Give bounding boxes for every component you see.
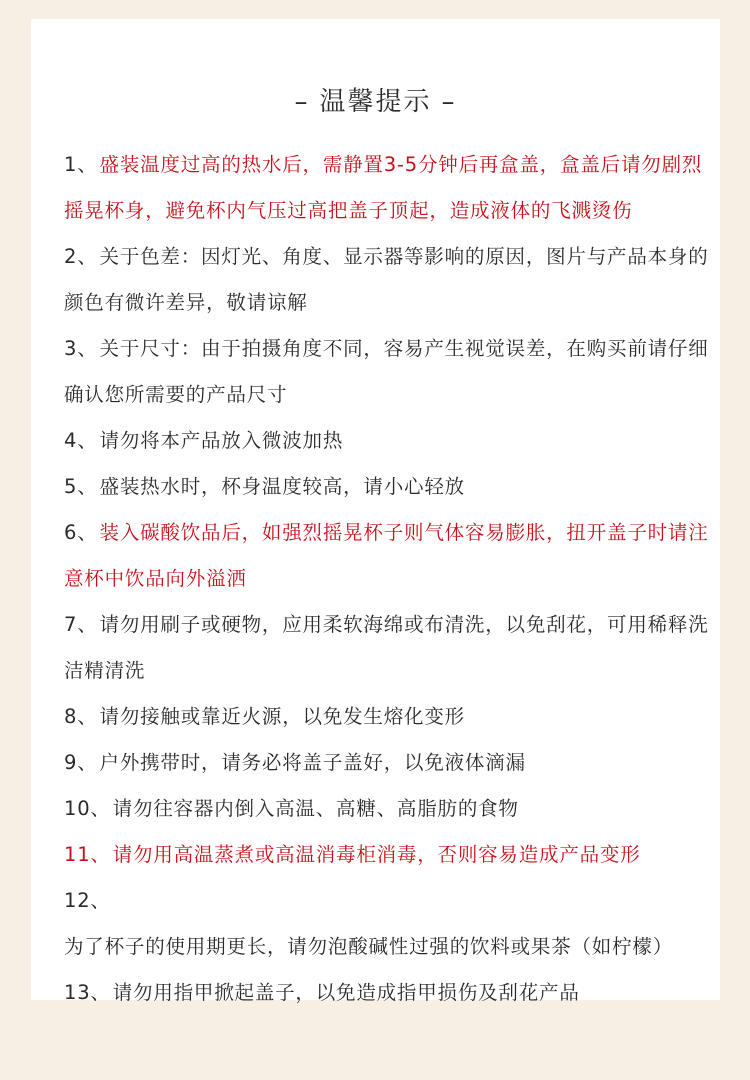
item-text: 请勿接触或靠近火源，以免发生熔化变形 [99, 705, 465, 728]
list-item [64, 418, 720, 464]
title-text: 温馨提示 [319, 87, 432, 117]
item-text: 请勿往容器内倒入高温、高糖、高脂肪的食物 [112, 797, 519, 820]
list-item [64, 970, 720, 1016]
item-text: 请勿用高温蒸煮或高温消毒柜消毒，否则容易造成产品变形 [112, 843, 641, 866]
item-text: 盛装温度过高的热水后，需静置3-5分钟后再盒盖，盒盖后请勿剧烈摇晃杯身，避免杯内气压过高把盖子顶起，造成液体的飞溅烫伤 [64, 153, 703, 222]
item-number: 13、 [64, 981, 111, 1004]
title-dash-right: – [441, 87, 457, 117]
item-text: 关于尺寸：由于拍摄角度不同，容易产生视觉误差，在购买前请仔细确认您所需要的产品尺寸 [64, 337, 709, 406]
notice-card [31, 19, 720, 1004]
item-number: 5、 [64, 475, 98, 498]
item-number: 12、 [64, 889, 111, 912]
item-number: 8、 [64, 705, 98, 728]
list-item [64, 786, 720, 832]
item-number: 10、 [64, 797, 111, 820]
item-text: 盛装热水时，杯身温度较高，请小心轻放 [99, 475, 465, 498]
list-item [64, 740, 720, 786]
list-item [64, 878, 720, 970]
list-item [64, 464, 720, 510]
item-text: 关于色差：因灯光、角度、显示器等影响的原因，图片与产品本身的颜色有微许差异，敬请谅解 [64, 245, 709, 314]
item-number: 3、 [64, 337, 98, 360]
item-number: 6、 [64, 521, 98, 544]
list-item [64, 234, 720, 326]
item-number: 7、 [64, 613, 98, 636]
item-text: 户外携带时，请务必将盖子盖好，以免液体滴漏 [99, 751, 526, 774]
tips-list [64, 142, 720, 1016]
list-item [64, 832, 720, 878]
list-item [64, 694, 720, 740]
list-item [64, 510, 720, 602]
item-number: 2、 [64, 245, 98, 268]
list-item [64, 602, 720, 694]
item-text: 装入碳酸饮品后，如强烈摇晃杯子则气体容易膨胀，扭开盖子时请注意杯中饮品向外溢洒 [64, 521, 709, 590]
item-number: 11、 [64, 843, 111, 866]
item-text: 请勿将本产品放入微波加热 [99, 429, 344, 452]
item-number: 4、 [64, 429, 98, 452]
title-dash-left: – [294, 87, 310, 117]
list-item [64, 142, 720, 234]
page-title [31, 84, 720, 120]
item-text: 为了杯子的使用期更长，请勿泡酸碱性过强的饮料或果茶（如柠檬） [64, 935, 674, 958]
item-number: 9、 [64, 751, 98, 774]
item-text: 请勿用刷子或硬物，应用柔软海绵或布清洗，以免刮花，可用稀释洗洁精清洗 [64, 613, 709, 682]
list-item [64, 326, 720, 418]
item-text: 请勿用指甲掀起盖子，以免造成指甲损伤及刮花产品 [112, 981, 580, 1004]
item-number: 1、 [64, 153, 98, 176]
